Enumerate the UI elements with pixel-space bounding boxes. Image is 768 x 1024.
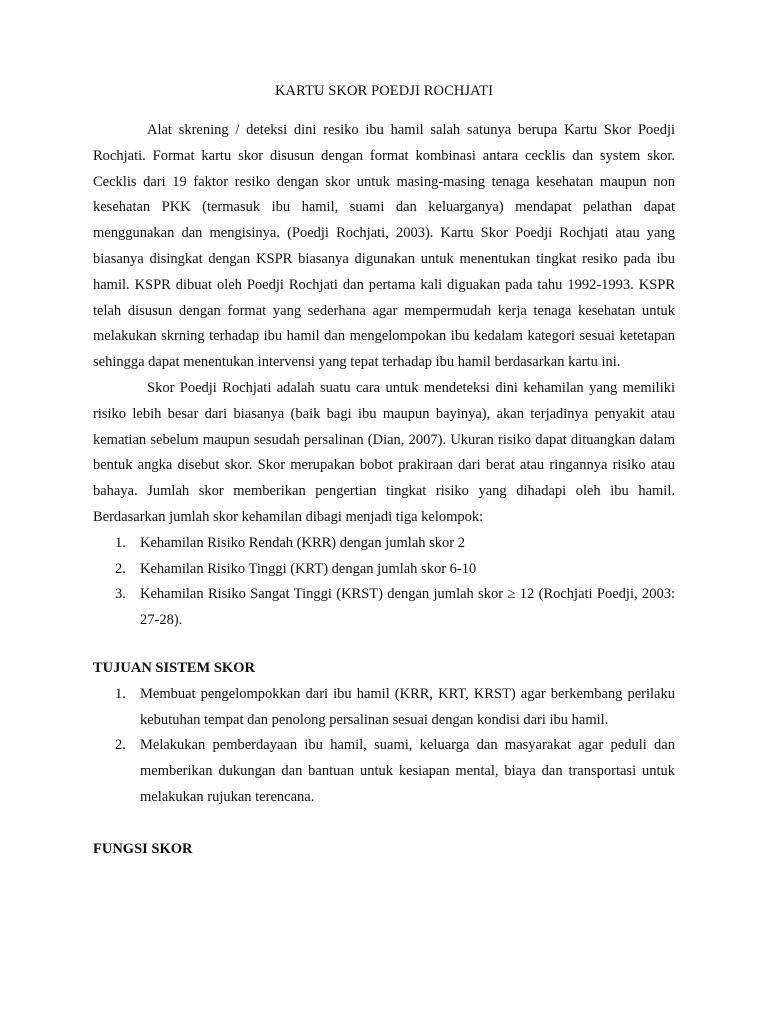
list-item	[93, 733, 675, 810]
list-number: 1.	[115, 685, 126, 702]
list-item	[93, 582, 675, 634]
list-number: 3.	[115, 586, 126, 603]
tujuan-list	[93, 682, 675, 811]
list-text: Melakukan pemberdayaan ibu hamil, suami, keluarga dan masyarakat agar peduli dan memberikan dukungan dan bantuan untuk kesiapan mental, biaya dan transportasi untuk melakukan rujukan terencana.	[140, 737, 675, 805]
list-number: 2.	[115, 737, 126, 754]
spacer	[93, 811, 675, 837]
risk-category-list	[93, 531, 675, 634]
document-title: KARTU SKOR POEDJI ROCHJATI	[274, 83, 494, 99]
document-page	[93, 83, 675, 863]
list-item	[93, 531, 675, 557]
list-text: Kehamilan Risiko Tinggi (KRT) dengan jumlah skor 6-10	[140, 560, 477, 577]
list-text: Membuat pengelompokkan dari ibu hamil (KRR, KRT, KRST) agar berkembang perilaku kebutuhan tempat dan penolong persalinan sesuai dengan kondisi dari ibu hamil.	[140, 685, 675, 728]
spacer	[93, 634, 675, 656]
list-text: Kehamilan Risiko Sangat Tinggi (KRST) dengan jumlah skor ≥ 12 (Rochjati Poedji, 2003: 27-28).	[140, 586, 675, 629]
list-text: Kehamilan Risiko Rendah (KRR) dengan jumlah skor 2	[140, 534, 465, 551]
section-heading-tujuan: TUJUAN SISTEM SKOR	[93, 659, 255, 676]
paragraph-intro: Alat skrening / deteksi dini resiko ibu hamil salah satunya berupa Kartu Skor Poedji Rochjati. Format kartu skor disusun dengan format kombinasi antara cecklis dan system skor. Cecklis dari 19 faktor resiko dengan skor untuk masing-masing tenaga kesehatan maupun non kesehatan PKK (termasuk ibu hamil, suami dan keluarganya) mendapat pelathan dapat menggunakan dan mengisinya. (Poedji Rochjati, 2003). Kartu Skor Poedji Rochjati atau yang biasanya disingkat dengan KSPR biasanya digunakan untuk menentukan tingkat resiko pada ibu hamil. KSPR dibuat oleh Poedji Rochjati dan pertama kali diguakan pada tahu 1992-1993. KSPR telah disusun dengan format yang sederhana agar mempermudah kerja tenaga kesehatan untuk melakukan skrning terhadap ibu hamil dan mengelompokan ibu kedalam kategori sesuai ketetapan sehingga dapat menentukan intervensi yang tepat terhadap ibu hamil berdasarkan kartu ini.	[93, 122, 675, 371]
list-number: 1.	[115, 534, 126, 551]
paragraph-skor-definition: Skor Poedji Rochjati adalah suatu cara untuk mendeteksi dini kehamilan yang memiliki risiko lebih besar dari biasanya (baik bagi ibu maupun bayinya), akan terjadinya penyakit atau kematian sebelum maupun sesudah persalinan (Dian, 2007). Ukuran risiko dapat dituangkan dalam bentuk angka disebut skor. Skor merupakan bobot prakiraan dari berat atau ringannya risiko atau bahaya. Jumlah skor memberikan pengertian tingkat risiko yang dihadapi oleh ibu hamil. Berdasarkan jumlah skor kehamilan dibagi menjadi tiga kelompok:	[93, 379, 675, 525]
list-item	[93, 557, 675, 583]
list-number: 2.	[115, 560, 126, 577]
section-heading-fungsi: FUNGSI SKOR	[93, 840, 193, 857]
list-item	[93, 682, 675, 734]
